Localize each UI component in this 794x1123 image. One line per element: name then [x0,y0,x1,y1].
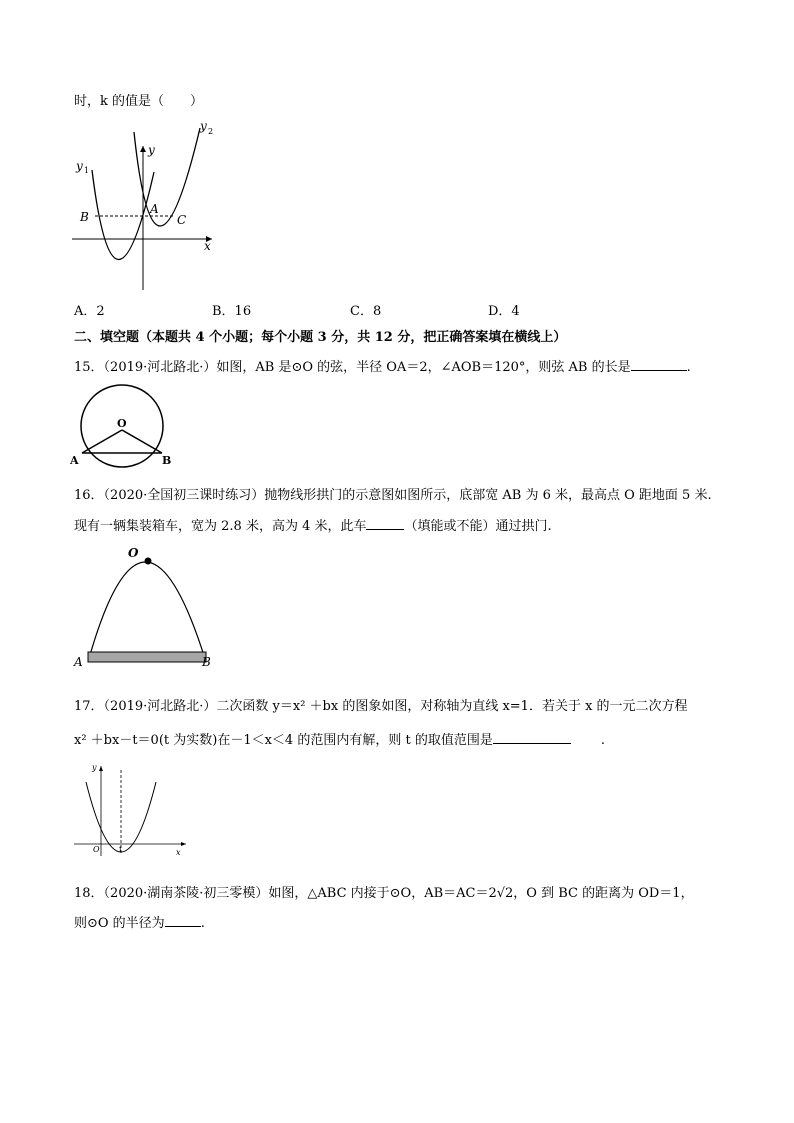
q14-label-B: B [80,210,89,224]
q16-top-point [145,558,152,565]
q14-parabola-y1 [92,170,154,260]
q15-answer-blank [631,358,687,371]
q14-label-y1: y [76,159,83,173]
q16-ground-bar [88,652,206,662]
q15-label-O: O [117,417,127,430]
q17-line2: x² ＋bx－t＝0(t 为实数)在－1＜x＜4 的范围内有解，则 t 的取值范围是 . [74,733,605,748]
q16-arch [88,562,206,662]
q17-label-y: y [92,763,97,772]
q14-option-d: D．4 [488,304,520,319]
q16-label-B: B [202,655,211,669]
q14-label-y-axis: y [148,143,155,157]
q14-option-a: A．2 [74,304,105,319]
q16-figure [70,540,220,675]
q16-label-O: O [128,546,139,560]
q16-line1: 16．（2020·全国初三课时练习）抛物线形拱门的示意图如图所示，底部宽 AB 为 6 米，最高点 O 距地面 5 米. [74,488,712,503]
q15-radius-oa [82,430,122,453]
q14-option-c: C．8 [350,304,382,319]
q15-label-A: A [70,454,79,467]
q14-label-A: A [150,202,159,216]
q16-label-A: A [74,655,83,669]
q14-label-y2: y [200,119,207,133]
q17-label-x: x [176,848,181,857]
q15-radius-ob [122,430,162,453]
q14-figure [62,118,222,298]
q14-label-C: C [177,213,187,227]
section-title: 二、填空题（本题共 4 个小题；每个小题 3 分，共 12 分，把正确答案填在横线上） [74,330,567,345]
q14-label-x-axis: x [204,239,211,253]
q14-option-b: B．16 [212,304,252,319]
q17-figure [68,760,198,860]
q16-answer-blank [366,517,404,530]
q18-line2: 则⊙O 的半径为 . [74,916,205,931]
svg-text:2: 2 [208,127,214,136]
q17-line1: 17．（2019·河北路北·）二次函数 y＝x² ＋bx 的图象如图，对称轴为直线 x=1．若关于 x 的一元二次方程 [74,699,688,714]
svg-text:1: 1 [84,166,90,175]
q14-stem-tail: 时，k 的值是（ ） [74,94,204,109]
q18-line1: 18．（2020·湖南茶陵·初三零模）如图，△ABC 内接于⊙O，AB＝AC＝2√2，O 到 BC 的距离为 OD＝1， [74,886,694,901]
q16-line2: 现有一辆集装箱车，宽为 2.8 米，高为 4 米，此车 （填能或不能）通过拱门. [74,519,552,534]
q17-answer-blank [493,731,571,744]
q15-label-B: B [162,454,172,467]
q15-figure [66,380,186,470]
q15-text: 15．（2019·河北路北·）如图，AB 是⊙O 的弦，半径 OA＝2，∠AOB＝120°，则弦 AB 的长是 . [74,360,691,375]
q18-answer-blank [165,914,201,927]
q17-label-O: O [93,845,100,854]
q17-label-one: 1 [118,846,123,854]
